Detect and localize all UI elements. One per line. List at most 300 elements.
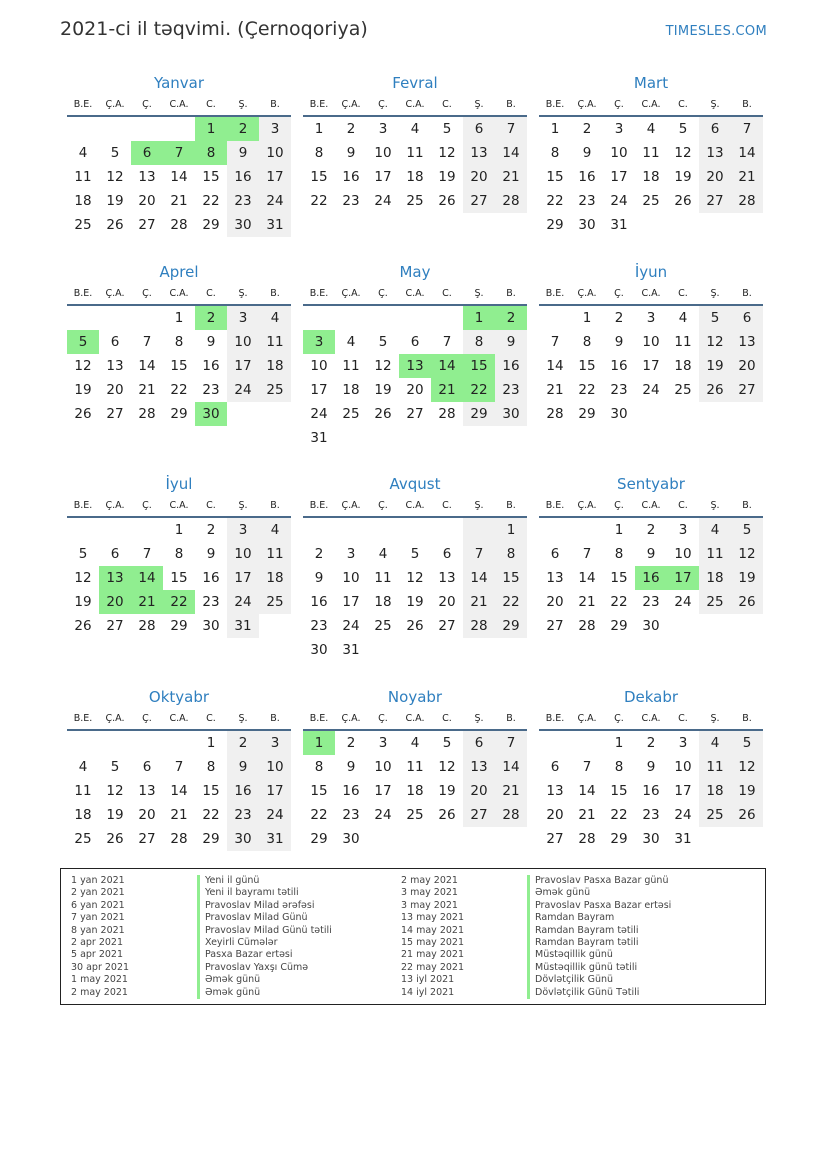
weekday-label: C.A. <box>641 288 661 299</box>
day-grid <box>67 306 291 426</box>
day-cell: 20 <box>546 807 564 823</box>
empty-cell <box>99 518 131 542</box>
day-cell: 23 <box>202 594 220 610</box>
day-cell: 9 <box>346 759 356 775</box>
legend-date: 2 may 2021 <box>401 875 458 886</box>
weekday-label: C.A. <box>169 99 189 110</box>
day-cell: 29 <box>610 618 628 634</box>
day-cell: 26 <box>699 378 731 402</box>
day-cell: 22 <box>310 193 328 209</box>
day-cell: 9 <box>646 546 656 562</box>
legend-date: 13 may 2021 <box>401 912 465 924</box>
day-cell: 28 <box>578 618 596 634</box>
day-cell: 25 <box>259 378 291 402</box>
month-name: Yanvar <box>153 74 205 92</box>
day-cell: 28 <box>546 406 564 422</box>
weekday-label: C. <box>206 288 216 299</box>
holiday-day-cell: 20 <box>99 590 131 614</box>
day-cell: 21 <box>731 165 763 189</box>
day-cell: 13 <box>699 141 731 165</box>
day-cell: 17 <box>610 169 628 185</box>
day-cell: 1 <box>582 310 592 326</box>
day-cell: 7 <box>142 334 152 350</box>
legend-holiday-name: Xeyirli Cümələr <box>197 937 278 949</box>
day-cell: 25 <box>699 590 731 614</box>
day-cell: 2 <box>646 522 656 538</box>
day-cell: 1 <box>550 121 560 137</box>
day-cell: 10 <box>310 358 328 374</box>
weekday-label: Ç.A. <box>341 288 361 299</box>
day-cell: 30 <box>310 642 328 658</box>
day-cell: 3 <box>227 518 259 542</box>
day-cell: 22 <box>610 594 628 610</box>
day-cell: 28 <box>138 406 156 422</box>
weekday-label: Ç. <box>614 288 624 299</box>
day-cell: 19 <box>699 354 731 378</box>
day-cell: 24 <box>674 807 692 823</box>
day-cell: 1 <box>314 121 324 137</box>
day-cell: 29 <box>202 831 220 847</box>
day-cell: 5 <box>78 546 88 562</box>
weekday-label: Ş. <box>238 99 248 110</box>
day-cell: 29 <box>578 406 596 422</box>
weekday-label: B.E. <box>545 713 565 724</box>
day-cell: 26 <box>406 618 424 634</box>
month-1 <box>67 71 291 237</box>
day-cell: 27 <box>106 406 124 422</box>
day-cell: 8 <box>550 145 560 161</box>
holiday-day-cell: 7 <box>163 141 195 165</box>
holiday-day-cell: 2 <box>227 117 259 141</box>
day-cell: 5 <box>410 546 420 562</box>
month-name: Fevral <box>392 74 438 92</box>
day-cell: 23 <box>642 807 660 823</box>
weekday-header <box>539 95 763 117</box>
holiday-day-cell: 1 <box>303 731 335 755</box>
weekday-header <box>67 496 291 518</box>
legend-holiday-name: Pravoslav Pasxa Bazar ertəsi <box>527 900 671 912</box>
day-cell: 24 <box>374 807 392 823</box>
day-cell: 29 <box>202 217 220 233</box>
brand-link[interactable]: TIMESLES.COM <box>665 24 767 39</box>
day-cell: 23 <box>227 803 259 827</box>
day-cell: 24 <box>610 193 628 209</box>
month-12 <box>539 685 763 851</box>
day-grid <box>539 117 763 237</box>
day-cell: 14 <box>731 141 763 165</box>
day-cell: 24 <box>374 193 392 209</box>
day-cell: 15 <box>546 169 564 185</box>
day-cell: 5 <box>378 334 388 350</box>
day-cell: 22 <box>546 193 564 209</box>
weekday-header <box>539 709 763 731</box>
day-cell: 7 <box>550 334 560 350</box>
day-cell: 4 <box>78 145 88 161</box>
day-cell: 14 <box>495 141 527 165</box>
day-cell: 22 <box>310 807 328 823</box>
day-cell: 21 <box>463 590 495 614</box>
day-cell: 24 <box>342 618 360 634</box>
day-cell: 19 <box>731 566 763 590</box>
day-cell: 23 <box>342 193 360 209</box>
legend-holiday-name: Dövlətçilik Günü Tətili <box>527 987 639 999</box>
day-cell: 20 <box>463 779 495 803</box>
weekday-label: Ç. <box>378 713 388 724</box>
day-cell: 7 <box>442 334 452 350</box>
day-cell: 20 <box>546 594 564 610</box>
day-cell: 11 <box>699 542 731 566</box>
day-cell: 13 <box>731 330 763 354</box>
day-cell: 9 <box>227 755 259 779</box>
day-cell: 27 <box>463 189 495 213</box>
weekday-label: Ş. <box>710 500 720 511</box>
legend-date: 6 yan 2021 <box>71 899 125 911</box>
weekday-label: B.E. <box>73 500 93 511</box>
weekday-label: Ş. <box>474 713 484 724</box>
empty-cell <box>99 306 131 330</box>
day-cell: 7 <box>582 759 592 775</box>
day-cell: 30 <box>227 827 259 851</box>
weekday-label: B.E. <box>73 99 93 110</box>
weekday-label: B. <box>270 288 280 299</box>
day-cell: 27 <box>546 618 564 634</box>
legend-holiday-name: Pravoslav Yaxşı Cümə <box>197 962 308 974</box>
day-cell: 25 <box>74 831 92 847</box>
empty-cell <box>131 306 163 330</box>
day-cell: 16 <box>342 169 360 185</box>
legend-date: 5 apr 2021 <box>71 949 124 961</box>
day-cell: 19 <box>74 594 92 610</box>
weekday-header <box>303 284 527 306</box>
day-cell: 25 <box>699 803 731 827</box>
month-name: Noyabr <box>387 688 443 706</box>
day-cell: 23 <box>310 618 328 634</box>
day-cell: 19 <box>674 169 692 185</box>
day-cell: 26 <box>106 217 124 233</box>
day-cell: 17 <box>374 169 392 185</box>
day-cell: 25 <box>642 193 660 209</box>
day-cell: 8 <box>582 334 592 350</box>
day-cell: 29 <box>610 831 628 847</box>
month-10 <box>67 685 291 851</box>
day-cell: 31 <box>227 614 259 638</box>
day-cell: 18 <box>642 169 660 185</box>
day-cell: 18 <box>374 594 392 610</box>
legend-date: 2 yan 2021 <box>71 887 125 899</box>
holiday-day-cell: 13 <box>99 566 131 590</box>
day-cell: 30 <box>342 831 360 847</box>
day-cell: 8 <box>614 546 624 562</box>
day-cell: 11 <box>406 145 424 161</box>
day-cell: 27 <box>699 189 731 213</box>
legend-holiday-name: Dövlətçilik Günü <box>527 974 613 986</box>
month-name: İyul <box>165 475 193 493</box>
empty-cell <box>303 306 335 330</box>
day-cell: 10 <box>674 759 692 775</box>
day-cell: 5 <box>699 306 731 330</box>
day-cell: 14 <box>138 358 156 374</box>
day-cell: 27 <box>463 803 495 827</box>
day-cell: 8 <box>495 542 527 566</box>
day-cell: 19 <box>438 783 456 799</box>
day-cell: 24 <box>310 406 328 422</box>
day-cell: 4 <box>410 735 420 751</box>
day-cell: 11 <box>374 570 392 586</box>
month-7 <box>67 472 291 638</box>
day-cell: 31 <box>610 217 628 233</box>
month-6 <box>539 260 763 426</box>
day-cell: 22 <box>578 382 596 398</box>
day-cell: 9 <box>614 334 624 350</box>
weekday-label: B.E. <box>309 99 329 110</box>
day-cell: 17 <box>310 382 328 398</box>
day-cell: 27 <box>138 831 156 847</box>
holiday-day-cell: 21 <box>131 590 163 614</box>
weekday-label: Ç. <box>378 288 388 299</box>
day-cell: 21 <box>170 193 188 209</box>
holiday-day-cell: 22 <box>163 590 195 614</box>
day-cell: 12 <box>406 570 424 586</box>
month-name: Mart <box>633 74 669 92</box>
day-cell: 17 <box>642 358 660 374</box>
holiday-day-cell: 17 <box>667 566 699 590</box>
weekday-label: C. <box>678 99 688 110</box>
day-grid <box>539 731 763 851</box>
weekday-label: C.A. <box>405 288 425 299</box>
day-grid <box>67 117 291 237</box>
empty-cell <box>367 306 399 330</box>
day-cell: 2 <box>314 546 324 562</box>
weekday-label: Ç.A. <box>341 99 361 110</box>
day-cell: 7 <box>582 546 592 562</box>
day-cell: 14 <box>578 570 596 586</box>
day-cell: 16 <box>342 783 360 799</box>
weekday-label: C.A. <box>405 99 425 110</box>
day-cell: 31 <box>259 213 291 237</box>
day-cell: 6 <box>110 546 120 562</box>
day-cell: 15 <box>170 358 188 374</box>
weekday-label: B. <box>270 713 280 724</box>
day-cell: 31 <box>342 642 360 658</box>
weekday-header <box>303 496 527 518</box>
weekday-label: C. <box>206 99 216 110</box>
day-cell: 17 <box>227 354 259 378</box>
day-grid <box>303 306 527 450</box>
weekday-label: C. <box>678 500 688 511</box>
day-cell: 12 <box>74 358 92 374</box>
day-cell: 7 <box>495 731 527 755</box>
day-cell: 9 <box>227 141 259 165</box>
legend-holiday-name: Ramdan Bayram tətili <box>527 925 639 937</box>
weekday-label: C.A. <box>405 713 425 724</box>
day-cell: 30 <box>202 618 220 634</box>
holiday-day-cell: 2 <box>495 306 527 330</box>
day-cell: 2 <box>614 310 624 326</box>
day-cell: 18 <box>74 193 92 209</box>
holiday-day-cell: 16 <box>635 566 667 590</box>
day-cell: 15 <box>202 169 220 185</box>
day-cell: 9 <box>582 145 592 161</box>
day-cell: 4 <box>646 121 656 137</box>
day-cell: 18 <box>74 807 92 823</box>
day-grid <box>303 518 527 662</box>
weekday-label: B.E. <box>309 500 329 511</box>
day-cell: 24 <box>259 803 291 827</box>
day-cell: 25 <box>259 590 291 614</box>
day-cell: 25 <box>674 382 692 398</box>
legend-holiday-name: Pravoslav Pasxa Bazar günü <box>527 875 668 887</box>
day-cell: 31 <box>259 827 291 851</box>
legend-date: 30 apr 2021 <box>71 961 130 973</box>
legend-holiday-name: Müstəqillik günü <box>527 949 613 961</box>
empty-cell <box>367 518 399 542</box>
legend-holiday-name: Əmək günü <box>197 987 260 999</box>
weekday-header <box>539 496 763 518</box>
weekday-label: Ç.A. <box>105 288 125 299</box>
day-cell: 3 <box>227 306 259 330</box>
day-cell: 2 <box>646 735 656 751</box>
weekday-label: Ç.A. <box>577 500 597 511</box>
empty-cell <box>131 518 163 542</box>
day-cell: 27 <box>731 378 763 402</box>
month-name: Oktyabr <box>148 688 210 706</box>
day-cell: 15 <box>310 783 328 799</box>
day-cell: 23 <box>495 378 527 402</box>
day-cell: 2 <box>346 735 356 751</box>
day-cell: 14 <box>170 783 188 799</box>
legend-holiday-name: Yeni il bayramı tətili <box>197 887 299 899</box>
month-9 <box>539 472 763 638</box>
empty-cell <box>431 518 463 542</box>
holiday-day-cell: 6 <box>131 141 163 165</box>
day-cell: 6 <box>731 306 763 330</box>
weekday-label: Ş. <box>238 500 248 511</box>
day-cell: 10 <box>259 755 291 779</box>
day-cell: 11 <box>674 334 692 350</box>
day-cell: 21 <box>578 594 596 610</box>
day-cell: 30 <box>578 217 596 233</box>
weekday-label: Ç. <box>378 99 388 110</box>
holiday-day-cell: 1 <box>463 306 495 330</box>
day-cell: 9 <box>206 334 216 350</box>
day-cell: 20 <box>438 594 456 610</box>
weekday-label: B. <box>506 288 516 299</box>
day-cell: 26 <box>438 193 456 209</box>
day-cell: 23 <box>610 382 628 398</box>
legend-holiday-name: Əmək günü <box>527 887 590 899</box>
weekday-label: B. <box>506 500 516 511</box>
weekday-label: Ç.A. <box>577 288 597 299</box>
holiday-day-cell: 1 <box>195 117 227 141</box>
empty-cell <box>99 731 131 755</box>
weekday-label: C. <box>442 99 452 110</box>
day-cell: 8 <box>463 330 495 354</box>
day-cell: 21 <box>138 382 156 398</box>
day-cell: 5 <box>442 735 452 751</box>
day-cell: 30 <box>642 831 660 847</box>
month-4 <box>67 260 291 426</box>
weekday-label: B.E. <box>545 99 565 110</box>
day-cell: 13 <box>463 755 495 779</box>
day-cell: 14 <box>578 783 596 799</box>
legend-date: 13 iyl 2021 <box>401 974 455 986</box>
day-cell: 27 <box>438 618 456 634</box>
weekday-label: Ç. <box>614 99 624 110</box>
holiday-day-cell: 14 <box>431 354 463 378</box>
weekday-label: Ş. <box>710 713 720 724</box>
empty-cell <box>131 731 163 755</box>
legend-holiday-name: Müstəqillik günü tətili <box>527 962 637 974</box>
day-cell: 11 <box>406 759 424 775</box>
day-cell: 25 <box>406 807 424 823</box>
day-cell: 26 <box>106 831 124 847</box>
day-cell: 16 <box>202 358 220 374</box>
legend-holiday-name: Pravoslav Milad ərəfəsi <box>197 900 315 912</box>
day-cell: 6 <box>699 117 731 141</box>
day-cell: 15 <box>578 358 596 374</box>
day-cell: 25 <box>374 618 392 634</box>
day-cell: 1 <box>174 522 184 538</box>
weekday-label: B. <box>742 99 752 110</box>
month-name: Sentyabr <box>617 475 685 493</box>
day-cell: 4 <box>78 759 88 775</box>
day-cell: 11 <box>642 145 660 161</box>
month-2 <box>303 71 527 213</box>
weekday-header <box>67 95 291 117</box>
day-cell: 16 <box>227 779 259 803</box>
day-grid <box>67 518 291 638</box>
day-cell: 3 <box>678 735 688 751</box>
day-cell: 28 <box>578 831 596 847</box>
holiday-day-cell: 14 <box>131 566 163 590</box>
day-cell: 12 <box>731 755 763 779</box>
day-cell: 23 <box>578 193 596 209</box>
weekday-label: C.A. <box>641 713 661 724</box>
day-cell: 7 <box>174 759 184 775</box>
day-cell: 19 <box>731 779 763 803</box>
day-cell: 4 <box>699 731 731 755</box>
day-cell: 1 <box>614 522 624 538</box>
day-cell: 4 <box>259 306 291 330</box>
day-cell: 5 <box>731 518 763 542</box>
legend-date: 1 yan 2021 <box>71 875 125 886</box>
day-cell: 9 <box>495 330 527 354</box>
day-cell: 23 <box>642 594 660 610</box>
day-cell: 5 <box>731 731 763 755</box>
day-cell: 16 <box>227 165 259 189</box>
legend-date: 2 may 2021 <box>71 986 128 998</box>
day-cell: 28 <box>438 406 456 422</box>
day-cell: 6 <box>142 759 152 775</box>
month-5 <box>303 260 527 450</box>
day-cell: 7 <box>495 117 527 141</box>
day-cell: 21 <box>578 807 596 823</box>
day-cell: 7 <box>731 117 763 141</box>
day-cell: 29 <box>463 402 495 426</box>
month-name: İyun <box>634 263 668 281</box>
day-cell: 28 <box>463 614 495 638</box>
empty-cell <box>131 117 163 141</box>
day-cell: 26 <box>731 590 763 614</box>
day-cell: 26 <box>74 618 92 634</box>
month-8 <box>303 472 527 662</box>
day-cell: 3 <box>259 731 291 755</box>
month-name: May <box>399 263 431 281</box>
day-cell: 12 <box>438 759 456 775</box>
day-cell: 10 <box>642 334 660 350</box>
day-cell: 22 <box>202 193 220 209</box>
day-cell: 26 <box>438 807 456 823</box>
